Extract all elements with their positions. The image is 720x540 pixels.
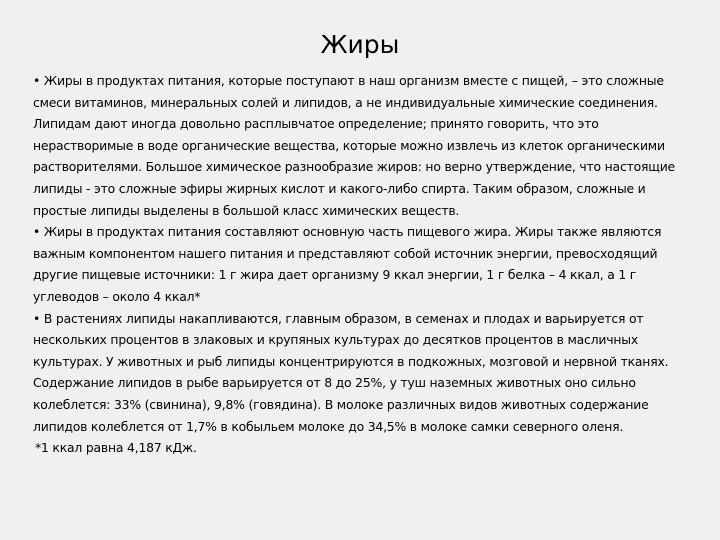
bullet-2: • bbox=[33, 224, 41, 240]
bullet-3: • bbox=[33, 310, 41, 326]
slide-body bbox=[33, 70, 701, 459]
bullet-1: • bbox=[33, 73, 41, 88]
paragraph-1-text: Жиры в продуктах питания, которые поступают в наш организм вместе с пищей, – это сложные смеси витаминов, минеральных солей и липидов, а не индивидуальные химические соединения. Липидам дают иногда довольно расплывчатое определение; принято говорить, что это нерастворимые в воде органические вещества, которые можно извлечь из клеток органическими растворителями. Большое химическое разнообразие жиров: но верно утверждение, что настоящие липиды - это сложные эфиры жирных кислот и какого-либо спирта. Таким образом, сложные и простые липиды выделены в большой класс химических веществ. bbox=[33, 73, 675, 218]
paragraph-1 bbox=[33, 70, 701, 221]
paragraph-3-text: В растениях липиды накапливаются, главным образом, в семенах и плодах и варьируется от нескольких процентов в злаковых и крупяных культурах до десятков процентов в масличных культурах. У животных и рыб липиды концентрируются в подкожных, мозговой и нервной тканях. Содержание липидов в рыбе варьируется от 8 до 25%, у туш наземных животных оно сильно колеблется: 33% (свинина), 9,8% (говядина). В молоке различных видов животных содержание липидов колеблется от 1,7% в кобыльем молоке до 34,5% в молоке самки северного оленя. bbox=[33, 310, 669, 434]
paragraph-3 bbox=[33, 308, 701, 438]
paragraph-2-text: Жиры в продуктах питания составляют основную часть пищевого жира. Жиры также являются важным компонентом нашего питания и представляют собой источник энергии, превосходящий другие пищевые источники: 1 г жира дает организму 9 ккал энергии, 1 г белка – 4 ккал, а 1 г углеводов – около 4 ккал* bbox=[33, 224, 662, 304]
slide-title: Жиры bbox=[320, 30, 400, 59]
paragraph-2 bbox=[33, 221, 701, 307]
footnote: *1 ккал равна 4,187 кДж. bbox=[35, 440, 197, 456]
